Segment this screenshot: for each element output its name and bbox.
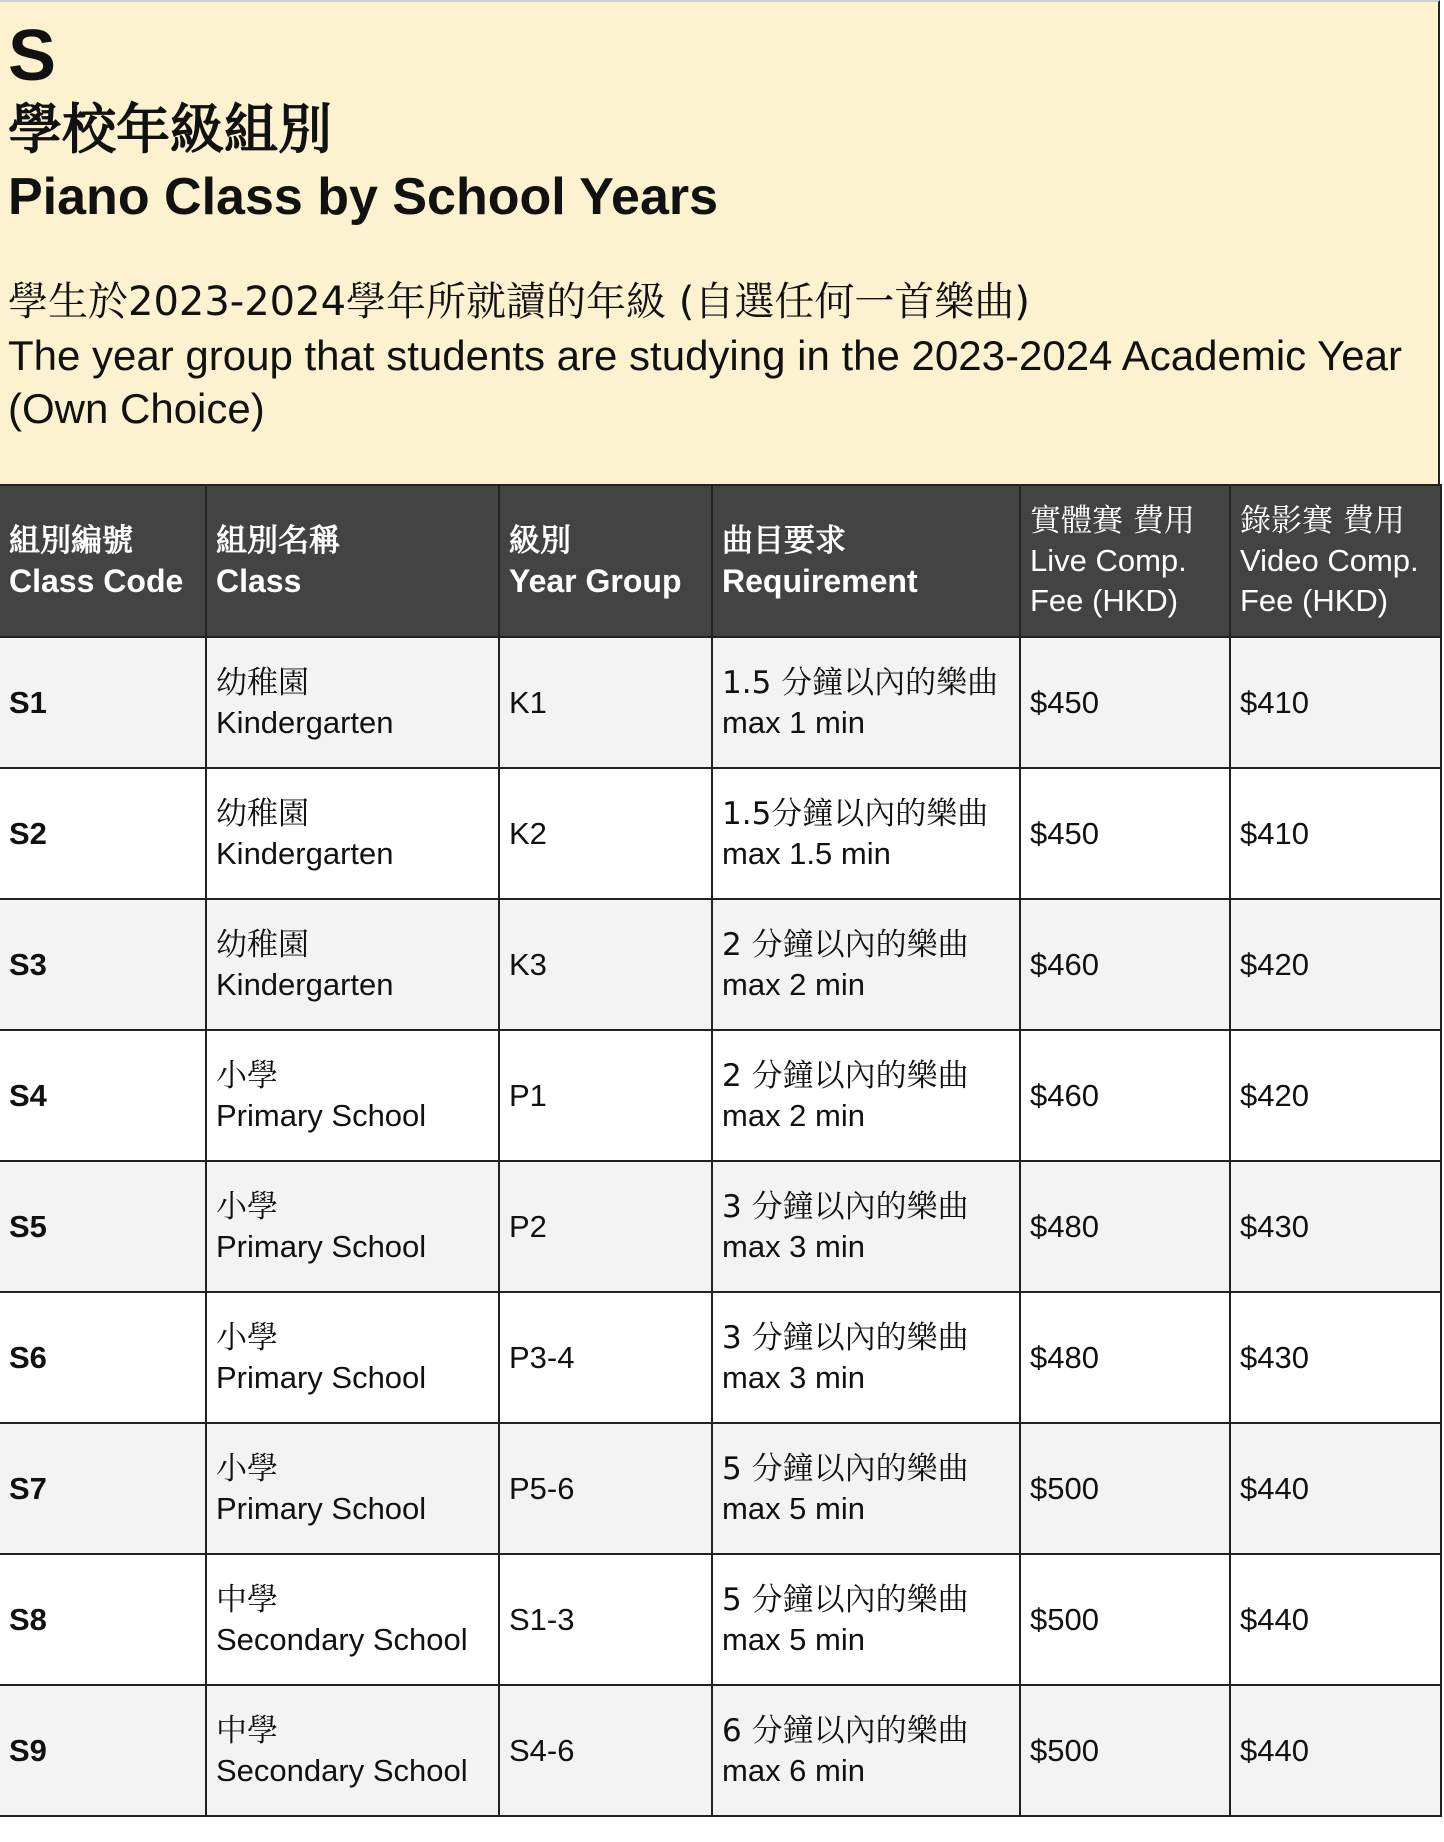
live-fee-text: $480 [1030, 1208, 1099, 1244]
class-en-text: Secondary School [216, 1752, 468, 1788]
code-text: S6 [9, 1339, 47, 1375]
video-fee-text: $430 [1240, 1339, 1309, 1375]
code-text: S5 [9, 1208, 47, 1244]
video-fee-text: $440 [1240, 1470, 1309, 1506]
req-en-text: max 6 min [722, 1752, 865, 1788]
table-body [0, 637, 1441, 1816]
class-code-cell [0, 899, 206, 1030]
class-en-text: Kindergarten [216, 835, 394, 871]
class-zh-text: 幼稚園 [216, 795, 309, 832]
year-text: S1-3 [509, 1601, 575, 1637]
live-fee-text: $500 [1030, 1470, 1099, 1506]
code-text: S7 [9, 1470, 47, 1506]
class-code-cell [0, 1423, 206, 1554]
class-en-text: Secondary School [216, 1621, 468, 1657]
video-fee-text: $410 [1240, 684, 1309, 720]
req-zh-text: 6 分鐘以內的樂曲 [722, 1712, 969, 1749]
year-group-cell [499, 768, 712, 899]
column-header-live-fee: 實體賽 費用 Live Comp. Fee (HKD) [1020, 485, 1230, 637]
code-text: S2 [9, 815, 47, 851]
section-title-chinese: 學校年級組別 [8, 98, 332, 161]
class-code-cell [0, 768, 206, 899]
year-text: K2 [509, 815, 547, 851]
class-name-cell [206, 1030, 499, 1161]
req-zh-text: 2 分鐘以內的樂曲 [722, 926, 969, 963]
class-zh-text: 小學 [216, 1188, 278, 1225]
class-en-text: Primary School [216, 1228, 427, 1264]
video-fee-cell [1230, 1554, 1441, 1685]
year-group-cell [499, 1161, 712, 1292]
year-group-cell [499, 899, 712, 1030]
req-zh-text: 1.5 分鐘以內的樂曲 [722, 664, 999, 701]
live-fee-text: $500 [1030, 1732, 1099, 1768]
live-fee-cell [1020, 1685, 1230, 1816]
video-fee-cell [1230, 1161, 1441, 1292]
year-text: K3 [509, 946, 547, 982]
requirement-cell [712, 1685, 1020, 1816]
live-fee-cell [1020, 1292, 1230, 1423]
class-code-cell [0, 1161, 206, 1292]
live-fee-cell [1020, 1423, 1230, 1554]
class-zh-text: 中學 [216, 1712, 278, 1749]
class-code-cell [0, 1554, 206, 1685]
requirement-cell [712, 1554, 1020, 1685]
req-zh-text: 1.5分鐘以內的樂曲 [722, 795, 989, 832]
live-fee-cell [1020, 1030, 1230, 1161]
class-name-cell [206, 768, 499, 899]
req-en-text: max 3 min [722, 1228, 865, 1264]
class-name-cell [206, 1554, 499, 1685]
class-name-cell [206, 1423, 499, 1554]
req-zh-text: 3 分鐘以內的樂曲 [722, 1319, 969, 1356]
year-group-cell [499, 637, 712, 768]
class-en-text: Primary School [216, 1359, 427, 1395]
table-row [0, 1292, 1441, 1423]
live-fee-text: $460 [1030, 946, 1099, 982]
table-row [0, 637, 1441, 768]
code-text: S3 [9, 946, 47, 982]
table-row [0, 1030, 1441, 1161]
live-fee-text: $500 [1030, 1601, 1099, 1637]
video-fee-text: $420 [1240, 946, 1309, 982]
req-en-text: max 2 min [722, 1097, 865, 1133]
class-zh-text: 小學 [216, 1450, 278, 1487]
req-zh-text: 5 分鐘以內的樂曲 [722, 1581, 969, 1618]
requirement-cell [712, 1161, 1020, 1292]
class-zh-text: 中學 [216, 1581, 278, 1618]
class-name-cell [206, 1292, 499, 1423]
req-en-text: max 2 min [722, 966, 865, 1002]
code-text: S1 [9, 684, 47, 720]
description-english: The year group that students are studying in the 2023-2024 Academic Year (Own Choice) [8, 332, 1402, 432]
table-row [0, 1554, 1441, 1685]
column-header-year-group: 級別 Year Group [499, 485, 712, 637]
year-group-cell [499, 1423, 712, 1554]
video-fee-text: $440 [1240, 1601, 1309, 1637]
req-en-text: max 3 min [722, 1359, 865, 1395]
code-text: S4 [9, 1077, 47, 1113]
video-fee-text: $440 [1240, 1732, 1309, 1768]
video-fee-text: $430 [1240, 1208, 1309, 1244]
class-zh-text: 幼稚園 [216, 664, 309, 701]
year-text: K1 [509, 684, 547, 720]
year-group-cell [499, 1685, 712, 1816]
video-fee-text: $410 [1240, 815, 1309, 851]
live-fee-cell [1020, 899, 1230, 1030]
requirement-cell [712, 1030, 1020, 1161]
class-en-text: Kindergarten [216, 704, 394, 740]
live-fee-cell [1020, 1161, 1230, 1292]
video-fee-cell [1230, 1030, 1441, 1161]
section-title-english: Piano Class by School Years [8, 168, 719, 226]
class-zh-text: 小學 [216, 1319, 278, 1356]
class-name-cell [206, 1685, 499, 1816]
video-fee-cell [1230, 637, 1441, 768]
column-header-requirement: 曲目要求 Requirement [712, 485, 1020, 637]
live-fee-text: $450 [1030, 684, 1099, 720]
section-letter: S [8, 16, 57, 96]
req-en-text: max 1 min [722, 704, 865, 740]
req-en-text: max 5 min [722, 1621, 865, 1657]
class-code-cell [0, 1292, 206, 1423]
class-zh-text: 小學 [216, 1057, 278, 1094]
req-zh-text: 2 分鐘以內的樂曲 [722, 1057, 969, 1094]
table-row [0, 1423, 1441, 1554]
section-description [8, 276, 1428, 435]
requirement-cell [712, 637, 1020, 768]
year-text: P5-6 [509, 1470, 575, 1506]
video-fee-text: $420 [1240, 1077, 1309, 1113]
class-en-text: Primary School [216, 1490, 427, 1526]
requirement-cell [712, 899, 1020, 1030]
video-fee-cell [1230, 1292, 1441, 1423]
live-fee-text: $460 [1030, 1077, 1099, 1113]
class-name-cell [206, 1161, 499, 1292]
year-text: P1 [509, 1077, 547, 1113]
year-group-cell [499, 1030, 712, 1161]
code-text: S8 [9, 1601, 47, 1637]
requirement-cell [712, 1423, 1020, 1554]
class-name-cell [206, 637, 499, 768]
live-fee-cell [1020, 1554, 1230, 1685]
column-header-class: 組別名稱 Class [206, 485, 499, 637]
class-code-cell [0, 1030, 206, 1161]
video-fee-cell [1230, 899, 1441, 1030]
video-fee-cell [1230, 768, 1441, 899]
req-en-text: max 5 min [722, 1490, 865, 1526]
class-en-text: Primary School [216, 1097, 427, 1133]
req-en-text: max 1.5 min [722, 835, 891, 871]
class-table [0, 484, 1442, 1817]
year-group-cell [499, 1554, 712, 1685]
table-row [0, 1161, 1441, 1292]
live-fee-cell [1020, 768, 1230, 899]
section-header-panel [0, 0, 1440, 484]
table-row [0, 768, 1441, 899]
class-en-text: Kindergarten [216, 966, 394, 1002]
requirement-cell [712, 768, 1020, 899]
live-fee-text: $480 [1030, 1339, 1099, 1375]
live-fee-cell [1020, 637, 1230, 768]
table-header-row [0, 485, 1441, 637]
req-zh-text: 3 分鐘以內的樂曲 [722, 1188, 969, 1225]
class-zh-text: 幼稚園 [216, 926, 309, 963]
table-row [0, 899, 1441, 1030]
class-code-cell [0, 637, 206, 768]
table-row [0, 1685, 1441, 1816]
year-text: S4-6 [509, 1732, 575, 1768]
live-fee-text: $450 [1030, 815, 1099, 851]
class-name-cell [206, 899, 499, 1030]
requirement-cell [712, 1292, 1020, 1423]
year-group-cell [499, 1292, 712, 1423]
column-header-video-fee: 錄影賽 費用 Video Comp. Fee (HKD) [1230, 485, 1441, 637]
code-text: S9 [9, 1732, 47, 1768]
class-code-cell [0, 1685, 206, 1816]
req-zh-text: 5 分鐘以內的樂曲 [722, 1450, 969, 1487]
video-fee-cell [1230, 1685, 1441, 1816]
column-header-class-code: 組別編號 Class Code [0, 485, 206, 637]
year-text: P3-4 [509, 1339, 575, 1375]
year-text: P2 [509, 1208, 547, 1244]
description-chinese: 學生於2023-2024學年所就讀的年級 (自選任何一首樂曲) [8, 279, 1030, 325]
video-fee-cell [1230, 1423, 1441, 1554]
